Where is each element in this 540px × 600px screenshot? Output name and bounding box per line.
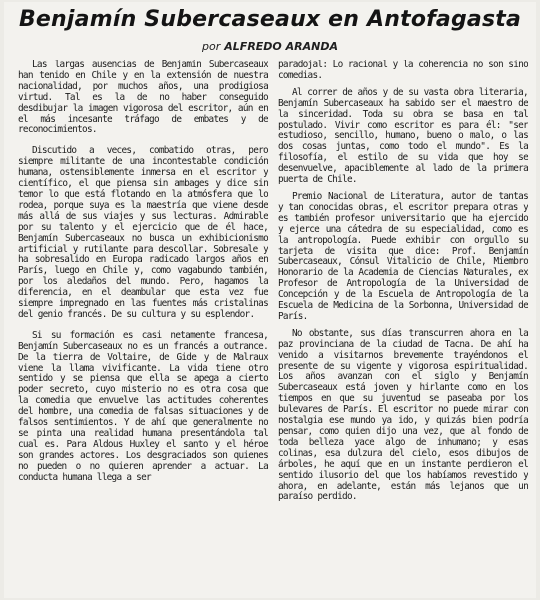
paragraph: Premio Nacional de Literatura, autor de tantas y tan conocidas obras, el escritor prepara otras y es también profesor universitario que ha ejercido y ejerce una cátedra de su especialidad, como es la antropología. Puede exhibir con orgullo su tarjeta de visita que dice: Prof. Benjamín Subercaseaux, Cónsul Vitalicio de Chile, Miembro Honorario de la Academia de Ciencias Naturales, ex Profesor de Antropología de la Universidad de Concepción y de la Escuela de Antropología de la Escuela de Medicina de la Sorbonna, Universidad de París. — [278, 190, 528, 322]
paragraph: Discutido a veces, combatido otras, pero siempre militante de una incontestable condición humana, ostensiblemente inmersa en el escritor y científico, el que piensa sin ambages y dice sin temor lo que está flotando en la atmósfera que lo rodea, porque suya es la maestría que viene desde más allá de sus viajes y sus lecturas. Admirable por su talento y el ejercicio que de él hace, Benjamín Subercaseaux no busca un exhibicionismo artificial y rutilante para descollar. Sobresale y ha sobresalido en Europa radicado largos años en París, luego en Chile y, como vagabundo también, por los aledaños del mundo. Pero, hagamos la diferencia, en el deambular que esta vez fue siempre impregnado en las fuentes más cristalinas del genio francés. De su cultura y su esplendor. — [18, 145, 268, 320]
paragraph: No obstante, sus días transcurren ahora en la paz provinciana de la ciudad de Tacna. De ahí ha venido a visitarnos brevemente trayéndonos el presente de su vigente y vigorosa espiritualidad. Los años avanzan con el siglo y Benjamín Subercaseaux está joven y hirlante como en los tiempos en que su juventud se paseaba por los bulevares de París. El escritor no puede mirar con nostalgia ese mundo ya ido, y quizás bien podría pensar, como quien dijo una vez, que al fondo de toda belleza yace algo de inhumano; y esas colinas, esa dulzura del cielo, esos dibujos de árboles, he aquí que en un instante perdieron el sentido ilusorio del que los habíamos revestido y ahora, en adelante, están más lejanos que un paraíso perdido. — [278, 327, 528, 503]
paragraph: Si su formación es casi netamente francesa, Benjamín Subercaseaux no es un francés a outrance. De la tierra de Voltaire, de Gide y de Malraux viene la llama vivificante. La vida tiene otro sentido y se piensa que ella se apega a cierto poder secreto, cuyo misterio no es otra cosa que la comedia que envuelve las actitudes coherentes del hombre, una comedia de falsas situaciones y de falsos sentimientos. Y de ahí que generalmente no se pinta una realidad humana presentándola tal cual es. Para Aldous Huxley el santo y el héroe son grandes actores. Los desgraciados son quienes no pueden o no quieren aprender a actuar. La conducta humana llega a ser — [18, 329, 268, 483]
article-byline — [4, 40, 536, 53]
article-title: Benjamín Subercaseaux en Antofagasta — [18, 7, 522, 32]
paragraph: paradojal: Lo racional y la coherencia no son sino comedias. — [278, 60, 528, 81]
newspaper-clipping — [4, 2, 536, 598]
paragraph: Las largas ausencias de Benjamín Subercaseaux han tenido en Chile y en la extensión de nuestra nacionalidad, por muchos años, una prodigiosa virtud. Tal es la de no haber conseguido desdibujar la imagen vigorosa del escritor, aún en el más incesante tráfago de embates y de reconocimientos. — [18, 60, 268, 136]
paragraph: Al correr de años y de su vasta obra literaria, Benjamín Subercaseaux ha sabido ser el maestro de la sinceridad. Toda su obra se basa en tal postulado. Vivir como escritor es para él: "ser estudioso, sencillo, humano, bueno o malo, o las dos cosas juntas, como todo el mundo". Es la filosofía, el estilo de su vida que hoy se desenvuelve, apaciblemente al lado de la primera puerta de Chile. — [278, 86, 528, 186]
left-column — [18, 60, 268, 596]
author-name: ALFREDO ARANDA — [224, 40, 338, 53]
byline-prefix: por — [202, 40, 221, 53]
right-column — [278, 60, 528, 596]
